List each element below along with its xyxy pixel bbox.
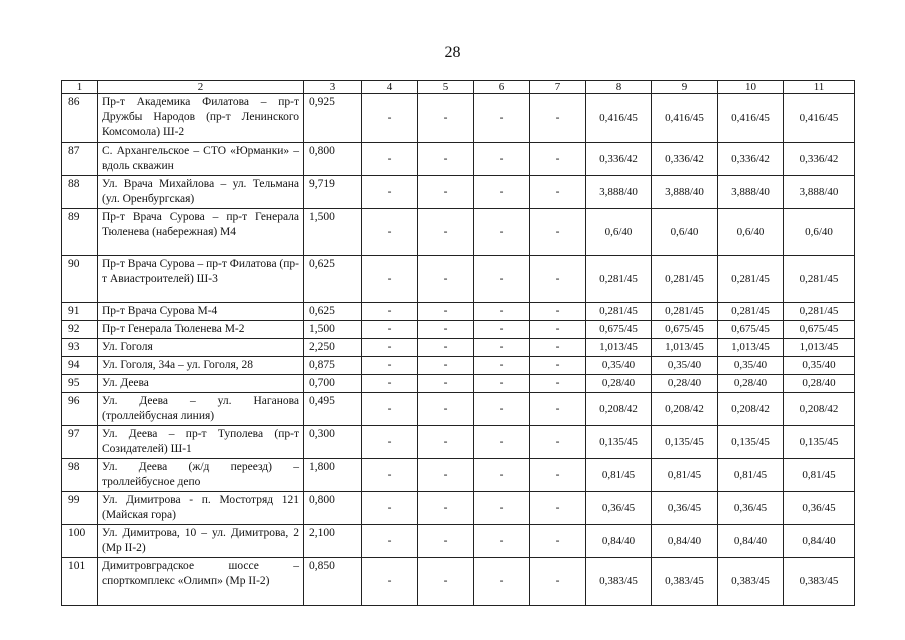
table-row bbox=[62, 459, 855, 492]
row-number: 87 bbox=[62, 143, 98, 176]
value-cell: 0,84/40 bbox=[784, 525, 855, 558]
dash-cell: - bbox=[362, 459, 418, 492]
row-number: 91 bbox=[62, 303, 98, 321]
column-header: 5 bbox=[418, 81, 474, 94]
row-number: 96 bbox=[62, 393, 98, 426]
value-cell: 0,281/45 bbox=[718, 303, 784, 321]
value-cell: 0,84/40 bbox=[586, 525, 652, 558]
value-cell: 0,35/40 bbox=[652, 357, 718, 375]
dash-cell: - bbox=[418, 393, 474, 426]
table-row bbox=[62, 143, 855, 176]
street-name: Пр-т Врача Сурова – пр-т Генерала Тюленева (набережная) М4 bbox=[98, 209, 304, 256]
row-number: 86 bbox=[62, 94, 98, 143]
dash-cell: - bbox=[418, 426, 474, 459]
value-cell: 0,135/45 bbox=[718, 426, 784, 459]
dash-cell: - bbox=[530, 426, 586, 459]
table-row bbox=[62, 209, 855, 256]
length-value: 0,800 bbox=[304, 143, 362, 176]
value-cell: 1,013/45 bbox=[718, 339, 784, 357]
dash-cell: - bbox=[474, 525, 530, 558]
street-name: Пр-т Врача Сурова М-4 bbox=[98, 303, 304, 321]
dash-cell: - bbox=[418, 176, 474, 209]
length-value: 0,925 bbox=[304, 94, 362, 143]
value-cell: 0,383/45 bbox=[784, 558, 855, 606]
value-cell: 0,675/45 bbox=[586, 321, 652, 339]
column-header: 8 bbox=[586, 81, 652, 94]
street-name: Димитровградское шоссе – спорткомплекс «Олимп» (Мр II-2) bbox=[98, 558, 304, 606]
value-cell: 0,6/40 bbox=[586, 209, 652, 256]
street-name: Ул. Деева (ж/д переезд) – троллейбусное депо bbox=[98, 459, 304, 492]
column-header: 3 bbox=[304, 81, 362, 94]
dash-cell: - bbox=[474, 176, 530, 209]
value-cell: 0,208/42 bbox=[784, 393, 855, 426]
dash-cell: - bbox=[530, 143, 586, 176]
dash-cell: - bbox=[474, 459, 530, 492]
dash-cell: - bbox=[418, 459, 474, 492]
value-cell: 0,383/45 bbox=[586, 558, 652, 606]
dash-cell: - bbox=[474, 143, 530, 176]
value-cell: 0,36/45 bbox=[784, 492, 855, 525]
row-number: 95 bbox=[62, 375, 98, 393]
table-row bbox=[62, 492, 855, 525]
value-cell: 0,135/45 bbox=[586, 426, 652, 459]
dash-cell: - bbox=[530, 209, 586, 256]
dash-cell: - bbox=[530, 94, 586, 143]
dash-cell: - bbox=[362, 375, 418, 393]
table-row bbox=[62, 303, 855, 321]
table-row bbox=[62, 339, 855, 357]
dash-cell: - bbox=[362, 94, 418, 143]
dash-cell: - bbox=[362, 393, 418, 426]
dash-cell: - bbox=[530, 492, 586, 525]
value-cell: 0,208/42 bbox=[652, 393, 718, 426]
street-name: Ул. Гоголя, 34а – ул. Гоголя, 28 bbox=[98, 357, 304, 375]
value-cell: 0,336/42 bbox=[586, 143, 652, 176]
column-header: 1 bbox=[62, 81, 98, 94]
length-value: 1,800 bbox=[304, 459, 362, 492]
street-name: Ул. Димитрова, 10 – ул. Димитрова, 2 (Мр II-2) bbox=[98, 525, 304, 558]
value-cell: 0,208/42 bbox=[718, 393, 784, 426]
dash-cell: - bbox=[418, 339, 474, 357]
row-number: 99 bbox=[62, 492, 98, 525]
length-value: 0,300 bbox=[304, 426, 362, 459]
column-header: 2 bbox=[98, 81, 304, 94]
length-value: 0,850 bbox=[304, 558, 362, 606]
dash-cell: - bbox=[474, 339, 530, 357]
column-header: 9 bbox=[652, 81, 718, 94]
table-row bbox=[62, 94, 855, 143]
value-cell: 0,81/45 bbox=[718, 459, 784, 492]
dash-cell: - bbox=[418, 321, 474, 339]
value-cell: 0,6/40 bbox=[652, 209, 718, 256]
dash-cell: - bbox=[530, 558, 586, 606]
table-row bbox=[62, 426, 855, 459]
value-cell: 0,416/45 bbox=[718, 94, 784, 143]
value-cell: 3,888/40 bbox=[586, 176, 652, 209]
street-name: С. Архангельское – СТО «Юрманки» – вдоль скважин bbox=[98, 143, 304, 176]
page-number: 28 bbox=[444, 44, 461, 61]
column-header: 11 bbox=[784, 81, 855, 94]
value-cell: 0,6/40 bbox=[718, 209, 784, 256]
dash-cell: - bbox=[530, 357, 586, 375]
length-value: 0,625 bbox=[304, 303, 362, 321]
dash-cell: - bbox=[530, 176, 586, 209]
street-name: Ул. Врача Михайлова – ул. Тельмана (ул. Оренбургская) bbox=[98, 176, 304, 209]
value-cell: 3,888/40 bbox=[784, 176, 855, 209]
row-number: 88 bbox=[62, 176, 98, 209]
value-cell: 3,888/40 bbox=[652, 176, 718, 209]
value-cell: 0,281/45 bbox=[718, 256, 784, 303]
dash-cell: - bbox=[474, 393, 530, 426]
value-cell: 0,383/45 bbox=[718, 558, 784, 606]
value-cell: 0,281/45 bbox=[652, 256, 718, 303]
length-value: 0,625 bbox=[304, 256, 362, 303]
table-row bbox=[62, 558, 855, 606]
dash-cell: - bbox=[530, 339, 586, 357]
value-cell: 0,416/45 bbox=[784, 94, 855, 143]
length-value: 0,495 bbox=[304, 393, 362, 426]
length-value: 2,100 bbox=[304, 525, 362, 558]
table-row bbox=[62, 357, 855, 375]
table-row bbox=[62, 256, 855, 303]
dash-cell: - bbox=[418, 256, 474, 303]
dash-cell: - bbox=[362, 357, 418, 375]
dash-cell: - bbox=[530, 303, 586, 321]
header-row bbox=[62, 81, 855, 94]
dash-cell: - bbox=[418, 209, 474, 256]
value-cell: 0,36/45 bbox=[586, 492, 652, 525]
table-row bbox=[62, 321, 855, 339]
value-cell: 0,336/42 bbox=[784, 143, 855, 176]
street-name: Ул. Деева bbox=[98, 375, 304, 393]
dash-cell: - bbox=[362, 303, 418, 321]
dash-cell: - bbox=[418, 303, 474, 321]
dash-cell: - bbox=[418, 492, 474, 525]
dash-cell: - bbox=[530, 321, 586, 339]
dash-cell: - bbox=[530, 256, 586, 303]
street-name: Ул. Деева – пр-т Туполева (пр-т Созидателей) Ш-1 bbox=[98, 426, 304, 459]
value-cell: 0,416/45 bbox=[652, 94, 718, 143]
value-cell: 0,336/42 bbox=[718, 143, 784, 176]
street-name: Пр-т Генерала Тюленева М-2 bbox=[98, 321, 304, 339]
row-number: 97 bbox=[62, 426, 98, 459]
column-header: 10 bbox=[718, 81, 784, 94]
dash-cell: - bbox=[474, 256, 530, 303]
column-header: 7 bbox=[530, 81, 586, 94]
value-cell: 0,36/45 bbox=[718, 492, 784, 525]
dash-cell: - bbox=[474, 375, 530, 393]
street-name: Пр-т Академика Филатова – пр-т Дружбы Народов (пр-т Ленинского Комсомола) Ш-2 bbox=[98, 94, 304, 143]
value-cell: 0,28/40 bbox=[586, 375, 652, 393]
value-cell: 0,208/42 bbox=[586, 393, 652, 426]
dash-cell: - bbox=[418, 94, 474, 143]
dash-cell: - bbox=[474, 321, 530, 339]
column-header: 6 bbox=[474, 81, 530, 94]
value-cell: 0,28/40 bbox=[652, 375, 718, 393]
value-cell: 0,81/45 bbox=[652, 459, 718, 492]
dash-cell: - bbox=[530, 375, 586, 393]
value-cell: 0,281/45 bbox=[586, 256, 652, 303]
dash-cell: - bbox=[362, 256, 418, 303]
dash-cell: - bbox=[474, 426, 530, 459]
dash-cell: - bbox=[530, 393, 586, 426]
data-table bbox=[61, 80, 855, 606]
value-cell: 0,281/45 bbox=[652, 303, 718, 321]
dash-cell: - bbox=[530, 525, 586, 558]
value-cell: 0,84/40 bbox=[652, 525, 718, 558]
value-cell: 0,135/45 bbox=[652, 426, 718, 459]
dash-cell: - bbox=[474, 209, 530, 256]
value-cell: 1,013/45 bbox=[586, 339, 652, 357]
dash-cell: - bbox=[418, 375, 474, 393]
length-value: 2,250 bbox=[304, 339, 362, 357]
dash-cell: - bbox=[362, 492, 418, 525]
row-number: 93 bbox=[62, 339, 98, 357]
value-cell: 0,675/45 bbox=[652, 321, 718, 339]
value-cell: 0,416/45 bbox=[586, 94, 652, 143]
value-cell: 1,013/45 bbox=[784, 339, 855, 357]
dash-cell: - bbox=[362, 176, 418, 209]
dash-cell: - bbox=[362, 426, 418, 459]
row-number: 90 bbox=[62, 256, 98, 303]
dash-cell: - bbox=[530, 459, 586, 492]
dash-cell: - bbox=[362, 209, 418, 256]
dash-cell: - bbox=[362, 525, 418, 558]
row-number: 100 bbox=[62, 525, 98, 558]
dash-cell: - bbox=[474, 558, 530, 606]
value-cell: 0,675/45 bbox=[784, 321, 855, 339]
row-number: 98 bbox=[62, 459, 98, 492]
dash-cell: - bbox=[474, 492, 530, 525]
length-value: 1,500 bbox=[304, 209, 362, 256]
length-value: 0,800 bbox=[304, 492, 362, 525]
row-number: 89 bbox=[62, 209, 98, 256]
value-cell: 0,81/45 bbox=[586, 459, 652, 492]
value-cell: 0,81/45 bbox=[784, 459, 855, 492]
table-row bbox=[62, 393, 855, 426]
value-cell: 0,281/45 bbox=[784, 303, 855, 321]
dash-cell: - bbox=[474, 357, 530, 375]
dash-cell: - bbox=[362, 321, 418, 339]
row-number: 92 bbox=[62, 321, 98, 339]
value-cell: 0,281/45 bbox=[586, 303, 652, 321]
length-value: 0,700 bbox=[304, 375, 362, 393]
column-header: 4 bbox=[362, 81, 418, 94]
value-cell: 0,36/45 bbox=[652, 492, 718, 525]
dash-cell: - bbox=[474, 303, 530, 321]
value-cell: 0,84/40 bbox=[718, 525, 784, 558]
street-name: Ул. Гоголя bbox=[98, 339, 304, 357]
value-cell: 0,35/40 bbox=[718, 357, 784, 375]
value-cell: 0,28/40 bbox=[784, 375, 855, 393]
dash-cell: - bbox=[362, 143, 418, 176]
value-cell: 0,281/45 bbox=[784, 256, 855, 303]
value-cell: 0,135/45 bbox=[784, 426, 855, 459]
dash-cell: - bbox=[474, 94, 530, 143]
dash-cell: - bbox=[362, 558, 418, 606]
value-cell: 0,675/45 bbox=[718, 321, 784, 339]
length-value: 0,875 bbox=[304, 357, 362, 375]
value-cell: 3,888/40 bbox=[718, 176, 784, 209]
value-cell: 0,35/40 bbox=[784, 357, 855, 375]
value-cell: 0,28/40 bbox=[718, 375, 784, 393]
street-name: Пр-т Врача Сурова – пр-т Филатова (пр-т Авиастроителей) Ш-3 bbox=[98, 256, 304, 303]
value-cell: 0,6/40 bbox=[784, 209, 855, 256]
dash-cell: - bbox=[362, 339, 418, 357]
value-cell: 0,336/42 bbox=[652, 143, 718, 176]
value-cell: 1,013/45 bbox=[652, 339, 718, 357]
length-value: 9,719 bbox=[304, 176, 362, 209]
dash-cell: - bbox=[418, 558, 474, 606]
table-row bbox=[62, 176, 855, 209]
dash-cell: - bbox=[418, 525, 474, 558]
row-number: 101 bbox=[62, 558, 98, 606]
table-row bbox=[62, 525, 855, 558]
street-name: Ул. Димитрова - п. Мостотряд 121 (Майская гора) bbox=[98, 492, 304, 525]
table-row bbox=[62, 375, 855, 393]
value-cell: 0,35/40 bbox=[586, 357, 652, 375]
value-cell: 0,383/45 bbox=[652, 558, 718, 606]
street-name: Ул. Деева – ул. Наганова (троллейбусная линия) bbox=[98, 393, 304, 426]
dash-cell: - bbox=[418, 357, 474, 375]
dash-cell: - bbox=[418, 143, 474, 176]
length-value: 1,500 bbox=[304, 321, 362, 339]
row-number: 94 bbox=[62, 357, 98, 375]
